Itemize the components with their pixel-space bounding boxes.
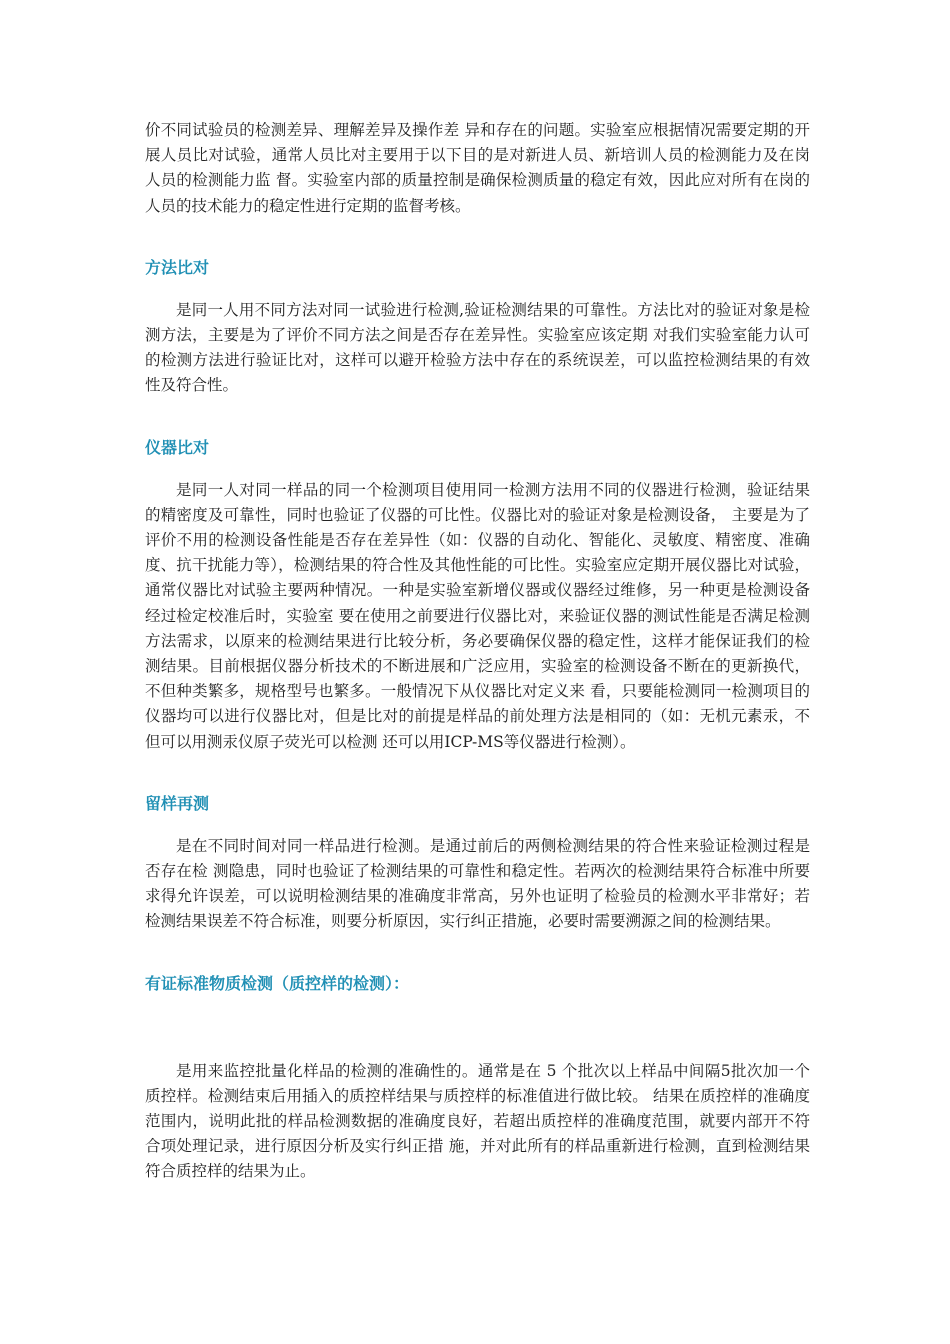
section-paragraph-retained-sample-retest: 是在不同时间对同一样品进行检测。是通过前后的两侧检测结果的符合性来验证检测过程是否存在检 测隐患，同时也验证了检测结果的可靠性和稳定性。若两次的检测结果符合标准中所要求得允许误差，可以说明检测结果的准确度非常高，另外也证明了检验员的检测水平非常好；若检测结果误差不符合标准，则要分析原因，实行纠正措施，必要时需要溯源之间的检测结果。 [145, 836, 810, 931]
intro-paragraph: 价不同试验员的检测差异、理解差异及操作差 异和存在的问题。实验室应根据情况需要定期的开展人员比对试验，通常人员比对主要用于以下目的是对新进人员、新培训人员的检测能力及在岗人员的检测能力监 督。实验室内部的质量控制是确保检测质量的稳定有效，因此应对所有在岗的人员的技术能力的稳定性进行定期的监督考核。 [145, 121, 810, 215]
section-paragraph-method-comparison: 是同一人用不同方法对同一试验进行检测,验证检测结果的可靠性。方法比对的验证对象是检测方法，主要是为了评价不同方法之间是否存在差异性。实验室应该定期 对我们实验室能力认可的检测方法进行验证比对，这样可以避开检验方法中存在的系统误差，可以监控检测结果的有效性及符合性。 [145, 300, 810, 395]
section-heading-certified-reference-material: 有证标准物质检测（质控样的检测）： [145, 973, 410, 993]
section-heading-instrument-comparison: 仪器比对 [145, 437, 210, 457]
section-paragraph-certified-reference-material: 是用来监控批量化样品的检测的准确性的。通常是在 5 个批次以上样品中间隔5批次加一个质控样。检测结束后用插入的质控样结果与质控样的标准值进行做比较。 结果在质控样的准确度范围内，说明此批的样品检测数据的准确度良好，若超出质控样的准确度范围，就要内部开不符合项处理记录，进行原因分析及实行纠正措 施，并对此所有的样品重新进行检测，直到检测结果符合质控样的结果为止。 [145, 1061, 810, 1181]
section-heading-method-comparison: 方法比对 [145, 257, 210, 277]
section-heading-retained-sample-retest: 留样再测 [145, 793, 210, 813]
document-content [145, 118, 810, 1185]
section-paragraph-instrument-comparison: 是同一人对同一样品的同一个检测项目使用同一检测方法用不同的仪器进行检测，验证结果的精密度及可靠性，同时也验证了仪器的可比性。仪器比对的验证对象是检测设备， 主要是为了评价不用的检测设备性能是否存在差异性（如：仪器的自动化、智能化、灵敏度、精密度、准确度、抗干扰能力等），检测结果的符合性及其他性能的可比性。实验室应定期开展仪器比对试验，通常仪器比对试验主要两种情况。一种是实验室新增仪器或仪器经过维修，另一种更是检测设备经过检定校准后时，实验室 要在使用之前要进行仪器比对，来验证仪器的测试性能是否满足检测方法需求，以原来的检测结果进行比较分析，务必要确保仪器的稳定性，这样才能保证我们的检 测结果。目前根据仪器分析技术的不断进展和广泛应用，实验室的检测设备不断在的更新换代，不但种类繁多，规格型号也繁多。一般情况下从仪器比对定义来 看，只要能检测同一检测项目的仪器均可以进行仪器比对，但是比对的前提是样品的前处理方法是相同的（如：无机元素汞，不但可以用测汞仪原子荧光可以检测 还可以用ICP-MS等仪器进行检测）。 [145, 480, 810, 751]
